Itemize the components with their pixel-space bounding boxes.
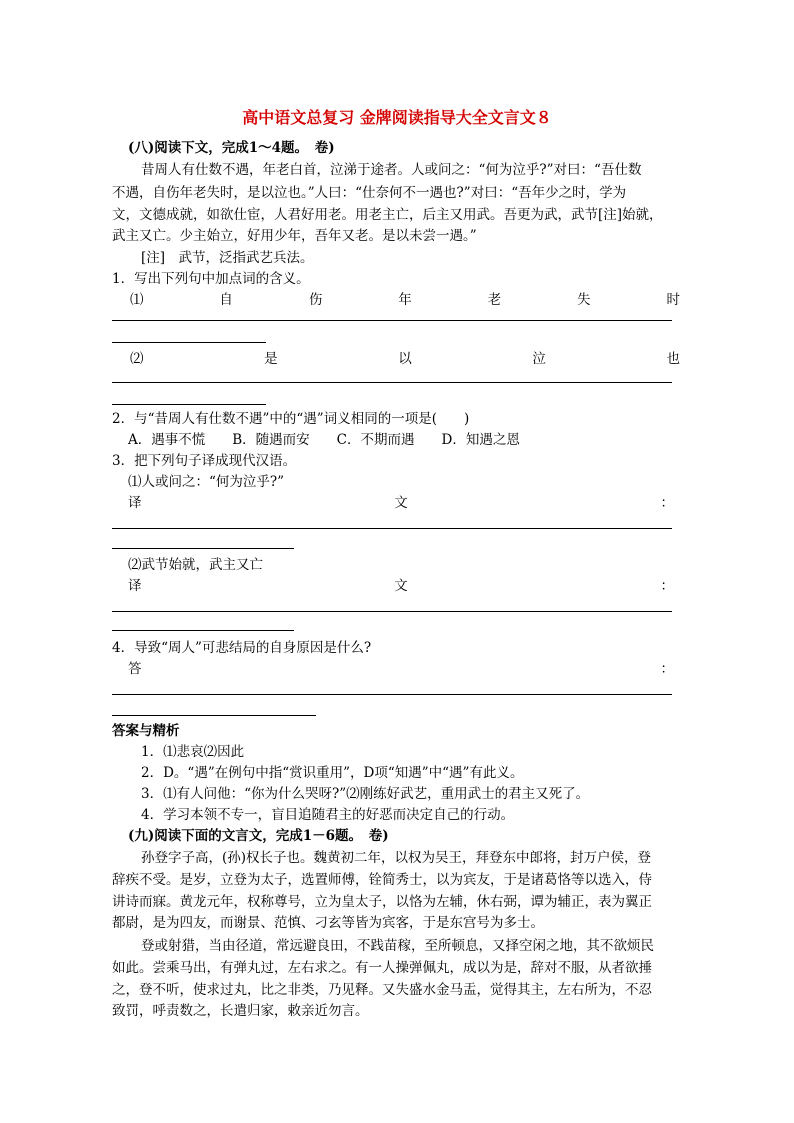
page-title: 高中语文总复习 金牌阅读指导大全文言文８ <box>242 108 552 127</box>
q3-translate-1: 译 文 ： <box>128 495 674 511</box>
answer-line[interactable] <box>112 611 672 612</box>
answer-line[interactable] <box>112 548 294 549</box>
section9-heading: (九)阅读下面的文言文，完成1－6题。 卷) <box>128 828 389 844</box>
answer-line[interactable] <box>112 320 672 321</box>
passage9-line-6: 如此。尝乘马出，有弹丸过，左右求之。有一人操弹佩丸，成以为是，辞对不服，从者欲捶 <box>112 960 652 976</box>
q2-options: A．遇事不慌 B．随遇而安 C．不期而遇 D．知遇之恩 <box>128 432 520 448</box>
answer-line[interactable] <box>112 404 266 405</box>
answer-line[interactable] <box>112 630 294 631</box>
q4-answer-row: 答 ： <box>128 661 674 677</box>
passage9-line-5: 登或射猎，当由径道，常远避良田，不践苗稼，至所顿息，又择空闲之地，其不欲烦民 <box>141 938 654 954</box>
q3-stem: 3．把下列句子译成现代汉语。 <box>112 453 297 469</box>
passage9-line-4: 都尉，是为四友，而谢景、范慎、刁玄等皆为宾客，于是东宫号为多士。 <box>112 915 544 931</box>
answer-line-text: 4．学习本领不专一，盲目追随君主的好恶而决定自己的行动。 <box>141 807 515 823</box>
passage9-line-3: 讲诗而寐。黄龙元年，权称尊号，立为皇太子，以恪为左辅，休右弼，谭为辅正，表为翼正 <box>112 894 652 910</box>
passage9-line-2: 辞疾不受。是岁，立登为太子，选置师傅，铨简秀士，以为宾友，于是诸葛恪等以选入，侍 <box>112 872 652 888</box>
q3-sentence-1: ⑴人或问之：“何为泣乎?” <box>128 474 285 490</box>
passage9-line-8: 致罚，呼责数之，长遣归家，敕亲近勿言。 <box>112 1003 369 1019</box>
q1-stem: 1．写出下列句中加点词的含义。 <box>112 271 310 287</box>
passage8-line-2: 不遇，自伤年老失时，是以泣也。”人曰：“仕奈何不一遇也?”对曰：“吾年少之时，学为 <box>112 185 627 201</box>
q1-line-1: ⑴ 自 伤 年 老 失 时 <box>130 292 680 308</box>
passage8-line-3: 文，文德成就，如欲仕宦，人君好用老。用老主亡，后主又用武。吾更为武，武节[注]始就， <box>112 207 663 223</box>
answer-line[interactable] <box>112 694 672 695</box>
q3-sentence-2: ⑵武节始就，武主又亡 <box>128 557 263 573</box>
passage8-line-4: 武主又亡。少主始立，好用少年，吾年又老。是以未尝一遇。” <box>112 228 477 244</box>
passage9-line-7: 之，登不听，使求过丸，比之非类，乃见释。又失盛水金马盂，觉得其主，左右所为，不忍 <box>112 982 652 998</box>
q2-stem: 2．与“昔周人有仕数不遇”中的“遇”词义相同的一项是( ) <box>112 411 470 427</box>
answer-line[interactable] <box>112 382 672 383</box>
answer-line-text: 2．D。“遇”在例句中指“赏识重用”，D项“知遇”中“遇”有此义。 <box>141 765 524 781</box>
answer-line[interactable] <box>112 715 316 716</box>
passage8-note: [注] 武节，泛指武艺兵法。 <box>141 250 314 266</box>
passage8-line-1: 昔周人有仕数不遇，年老白首，泣涕于途者。人或问之：“何为泣乎?”对曰：“吾仕数 <box>141 162 642 178</box>
passage9-line-1: 孙登字子高，(孙)权长子也。魏黄初二年，以权为吴王，拜登东中郎将，封万户侯，登 <box>141 850 652 866</box>
q1-line-2: ⑵ 是 以 泣 也 <box>130 351 680 367</box>
answer-line[interactable] <box>112 342 266 343</box>
answers-heading: 答案与精析 <box>112 723 180 739</box>
answer-line[interactable] <box>112 528 672 529</box>
section8-heading: (八)阅读下文，完成1～4题。 卷) <box>128 140 335 156</box>
answer-line-text: 3．⑴有人问他：“你为什么哭呀?”⑵刚练好武艺，重用武士的君主又死了。 <box>141 786 590 802</box>
q4-stem: 4．导致“周人”可悲结局的自身原因是什么? <box>112 640 372 656</box>
q3-translate-2: 译 文 ： <box>128 578 674 594</box>
answer-line-text: 1．⑴悲哀⑵因此 <box>141 744 245 760</box>
